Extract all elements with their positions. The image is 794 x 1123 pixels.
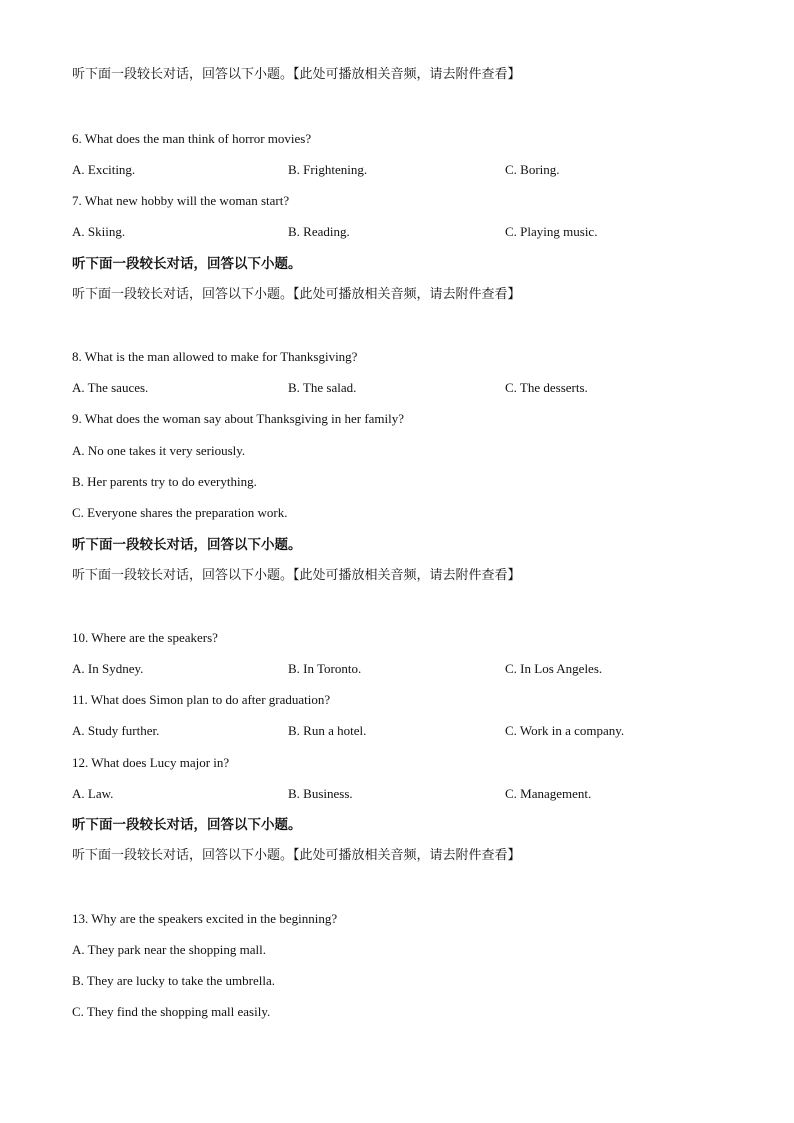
option-12b: B. Business. bbox=[288, 786, 353, 801]
option-13c: C. They find the shopping mall easily. bbox=[72, 1004, 271, 1019]
option-9c: C. Everyone shares the preparation work. bbox=[72, 505, 288, 520]
option-11a: A. Study further. bbox=[72, 723, 160, 738]
question-11: 11. What does Simon plan to do after graduation? bbox=[72, 692, 331, 707]
question-8: 8. What is the man allowed to make for Thanksgiving? bbox=[72, 349, 358, 364]
question-7: 7. What new hobby will the woman start? bbox=[72, 193, 290, 208]
option-11c: C. Work in a company. bbox=[505, 723, 625, 738]
audio-note: 听下面一段较长对话，回答以下小题。【此处可播放相关音频，请去附件查看】 bbox=[72, 67, 521, 82]
option-7b: B. Reading. bbox=[288, 224, 350, 239]
option-12a: A. Law. bbox=[72, 786, 114, 801]
option-11b: B. Run a hotel. bbox=[288, 723, 367, 738]
option-10c: C. In Los Angeles. bbox=[505, 661, 603, 676]
option-8c: C. The desserts. bbox=[505, 380, 588, 395]
section-heading: 听下面一段较长对话，回答以下小题。 bbox=[72, 817, 302, 833]
option-10a: A. In Sydney. bbox=[72, 661, 144, 676]
question-12: 12. What does Lucy major in? bbox=[72, 755, 230, 770]
option-6c: C. Boring. bbox=[505, 162, 560, 177]
option-6b: B. Frightening. bbox=[288, 162, 368, 177]
option-9b: B. Her parents try to do everything. bbox=[72, 474, 257, 489]
option-6a: A. Exciting. bbox=[72, 162, 136, 177]
section-heading: 听下面一段较长对话，回答以下小题。 bbox=[72, 256, 302, 272]
option-9a: A. No one takes it very seriously. bbox=[72, 443, 246, 458]
question-6: 6. What does the man think of horror movies? bbox=[72, 131, 312, 146]
option-10b: B. In Toronto. bbox=[288, 661, 362, 676]
section-heading: 听下面一段较长对话，回答以下小题。 bbox=[72, 537, 302, 553]
question-9: 9. What does the woman say about Thanksgiving in her family? bbox=[72, 411, 405, 426]
option-8a: A. The sauces. bbox=[72, 380, 149, 395]
option-7c: C. Playing music. bbox=[505, 224, 598, 239]
option-8b: B. The salad. bbox=[288, 380, 357, 395]
audio-note: 听下面一段较长对话，回答以下小题。【此处可播放相关音频，请去附件查看】 bbox=[72, 848, 521, 863]
audio-note: 听下面一段较长对话，回答以下小题。【此处可播放相关音频，请去附件查看】 bbox=[72, 287, 521, 302]
question-10: 10. Where are the speakers? bbox=[72, 630, 218, 645]
option-13a: A. They park near the shopping mall. bbox=[72, 942, 266, 957]
audio-note: 听下面一段较长对话，回答以下小题。【此处可播放相关音频，请去附件查看】 bbox=[72, 568, 521, 583]
option-12c: C. Management. bbox=[505, 786, 592, 801]
option-13b: B. They are lucky to take the umbrella. bbox=[72, 973, 275, 988]
question-13: 13. Why are the speakers excited in the beginning? bbox=[72, 911, 338, 926]
option-7a: A. Skiing. bbox=[72, 224, 126, 239]
